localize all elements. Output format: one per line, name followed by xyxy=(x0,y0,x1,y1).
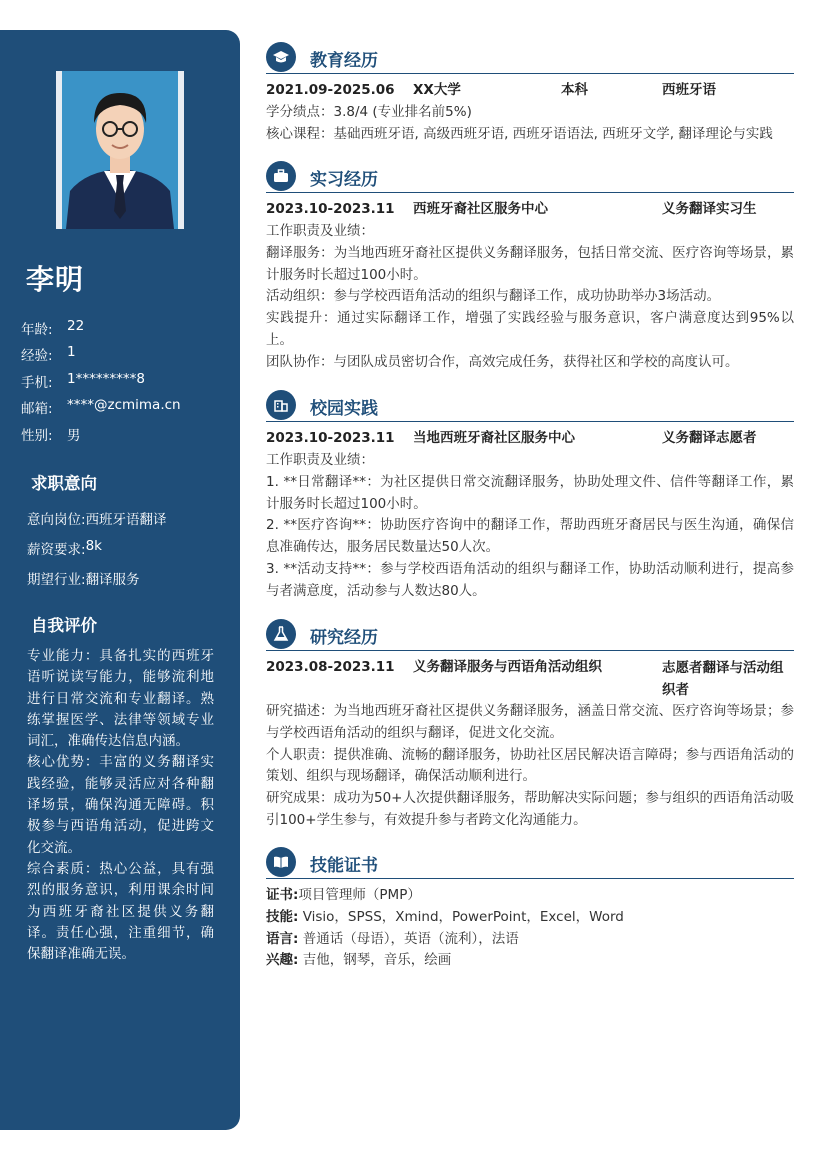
book-icon xyxy=(266,847,296,877)
briefcase-icon xyxy=(266,161,296,191)
campus-line: 1. **日常翻译**：为社区提供日常交流翻译服务，协助处理文件、信件等翻译工作，累计服务时长超过100小时。 xyxy=(266,473,794,512)
intent-row xyxy=(27,568,167,598)
skill-value: 吉他，钢琴，音乐，绘画 xyxy=(298,952,452,969)
skill-row xyxy=(266,885,794,907)
research-line: 个人职责：提供准确、流畅的翻译服务，协助社区居民解决语言障碍；参与西语角活动的策划、组织与现场翻译，确保活动顺利进行。 xyxy=(266,746,794,785)
research-project: 义务翻译服务与西语角活动组织 xyxy=(413,659,602,675)
internship-content xyxy=(266,199,794,374)
campus-period: 2023.10-2023.11 xyxy=(266,430,395,446)
internship-header-row xyxy=(266,199,794,221)
candidate-name: 李明 xyxy=(26,263,85,296)
info-label: 年龄: xyxy=(21,322,53,338)
skill-row xyxy=(266,907,794,929)
internship-line: 实践提升：通过实际翻译工作，增强了实践经验与服务意识，客户满意度达到95%以上。 xyxy=(266,310,794,348)
education-period: 2021.09-2025.06 xyxy=(266,82,395,98)
internship-line: 团队协作：与团队成员密切合作，高效完成任务，获得社区和学校的高度认可。 xyxy=(266,353,739,370)
info-row-experience xyxy=(21,344,181,370)
section-title: 校园实践 xyxy=(310,399,378,419)
intent-label: 薪资要求: xyxy=(27,541,86,558)
skill-label: 语言: xyxy=(266,930,299,947)
skill-value: 普通话（母语），英语（流利），法语 xyxy=(298,930,519,947)
section-skills-header xyxy=(266,847,794,879)
research-content xyxy=(266,657,794,832)
sidebar xyxy=(0,30,240,1130)
skill-label: 证书: xyxy=(266,887,299,903)
internship-line: 翻译服务：为当地西班牙裔社区提供义务翻译服务，包括日常交流、医疗咨询等场景，累计服务时长超过100小时。 xyxy=(266,244,794,283)
internship-line: 活动组织：参与学校西语角活动的组织与翻译工作，成功协助举办3场活动。 xyxy=(266,288,721,305)
education-major: 西班牙语 xyxy=(662,82,716,98)
campus-line: 工作职责及业绩： xyxy=(266,452,374,468)
education-line: 核心课程：基础西班牙语, 高级西班牙语, 西班牙语语法, 西班牙文学, 翻译理论与实践 xyxy=(266,125,773,142)
skill-row xyxy=(266,950,794,972)
internship-line: 工作职责及业绩： xyxy=(266,223,374,239)
internship-org: 西班牙裔社区服务中心 xyxy=(413,201,548,217)
research-line: 研究成果：成功为50+人次提供翻译服务，帮助解决实际问题；参与组织的西语角活动吸引100+学生参与，有效提升参与者跨文化沟通能力。 xyxy=(266,790,794,828)
evaluation-text xyxy=(27,646,214,965)
skill-row xyxy=(266,929,794,951)
info-row-age xyxy=(21,318,181,344)
building-icon xyxy=(266,390,296,420)
personal-info xyxy=(21,318,181,450)
intent-heading: 求职意向 xyxy=(31,474,97,493)
section-internship-header xyxy=(266,161,794,193)
info-label: 性别: xyxy=(21,427,53,444)
evaluation-paragraph: 综合素质：热心公益，具有强烈的服务意识，利用课余时间为西班牙裔社区提供义务翻译。责任心强，注重细节，确保翻译准确无误。 xyxy=(27,860,214,963)
graduation-cap-icon xyxy=(266,42,296,72)
education-line: 学分绩点：3.8/4 (专业排名前5%) xyxy=(266,104,472,120)
info-row-email xyxy=(21,397,181,423)
portrait-image xyxy=(56,71,184,229)
campus-role: 义务翻译志愿者 xyxy=(662,430,757,446)
info-label: 经验: xyxy=(21,348,53,365)
campus-content xyxy=(266,428,794,603)
skill-value: 项目管理师（PMP） xyxy=(298,887,421,903)
education-header-row xyxy=(266,80,794,102)
education-degree: 本科 xyxy=(561,82,588,98)
info-value: 1 xyxy=(67,344,76,361)
intent-value: 翻译服务 xyxy=(85,571,140,588)
section-education-header xyxy=(266,42,794,74)
section-title: 实习经历 xyxy=(310,170,378,190)
campus-header-row xyxy=(266,428,794,450)
evaluation-paragraph: 专业能力：具备扎实的西班牙语听说读写能力，能够流利地进行日常交流和专业翻译。熟练掌握医学、法律等领域专业词汇，准确传达信息内涵。 xyxy=(27,648,214,750)
flask-icon xyxy=(266,619,296,649)
campus-org: 当地西班牙裔社区服务中心 xyxy=(413,430,575,446)
education-content xyxy=(266,80,794,146)
internship-period: 2023.10-2023.11 xyxy=(266,201,395,217)
education-school: XX大学 xyxy=(413,82,461,98)
research-period: 2023.08-2023.11 xyxy=(266,659,395,675)
intent-row xyxy=(27,508,167,538)
intent-row xyxy=(27,538,167,568)
section-research-header xyxy=(266,619,794,651)
info-value: ****@zcmima.cn xyxy=(67,397,181,414)
intent-label: 意向岗位: xyxy=(27,512,86,528)
skill-label: 技能: xyxy=(266,908,299,925)
info-label: 邮箱: xyxy=(21,401,53,418)
campus-line: 2. **医疗咨询**：协助医疗咨询中的翻译工作，帮助西班牙裔居民与医生沟通，确保信息准确传达，服务居民数量达50人次。 xyxy=(266,517,794,556)
info-row-gender xyxy=(21,424,181,450)
intent-list xyxy=(27,508,167,597)
info-row-phone xyxy=(21,371,181,397)
intent-label: 期望行业: xyxy=(27,571,86,588)
info-value: 1*********8 xyxy=(67,370,145,387)
research-header-row xyxy=(266,657,794,701)
skills-content xyxy=(266,885,794,972)
evaluation-paragraph: 核心优势：丰富的义务翻译实践经验，能够灵活应对各种翻译场景，确保沟通无障碍。积极参与西语角活动，促进跨文化交流。 xyxy=(27,754,214,856)
section-title: 技能证书 xyxy=(310,856,378,876)
campus-line: 3. **活动支持**：参与学校西语角活动的组织与翻译工作，协助活动顺利进行，提高参与者满意度，活动参与人数达80人。 xyxy=(266,560,794,599)
section-campus-header xyxy=(266,390,794,422)
info-value: 22 xyxy=(67,318,85,334)
skill-label: 兴趣: xyxy=(266,952,299,969)
info-label: 手机: xyxy=(21,374,53,391)
section-title: 研究经历 xyxy=(310,628,378,648)
intent-value: 8k xyxy=(85,537,102,554)
info-value: 男 xyxy=(67,427,81,444)
internship-role: 义务翻译实习生 xyxy=(662,201,757,217)
research-role: 志愿者翻译与活动组织者 xyxy=(662,660,784,698)
research-line: 研究描述：为当地西班牙裔社区提供义务翻译服务，涵盖日常交流、医疗咨询等场景；参与学校西语角活动的组织与翻译，促进文化交流。 xyxy=(266,703,794,741)
intent-value: 西班牙语翻译 xyxy=(85,512,167,528)
section-title: 教育经历 xyxy=(310,51,378,71)
skill-value: Visio，SPSS，Xmind，PowerPoint，Excel，Word xyxy=(298,908,624,925)
evaluation-heading: 自我评价 xyxy=(31,616,97,635)
profile-photo xyxy=(56,71,184,229)
